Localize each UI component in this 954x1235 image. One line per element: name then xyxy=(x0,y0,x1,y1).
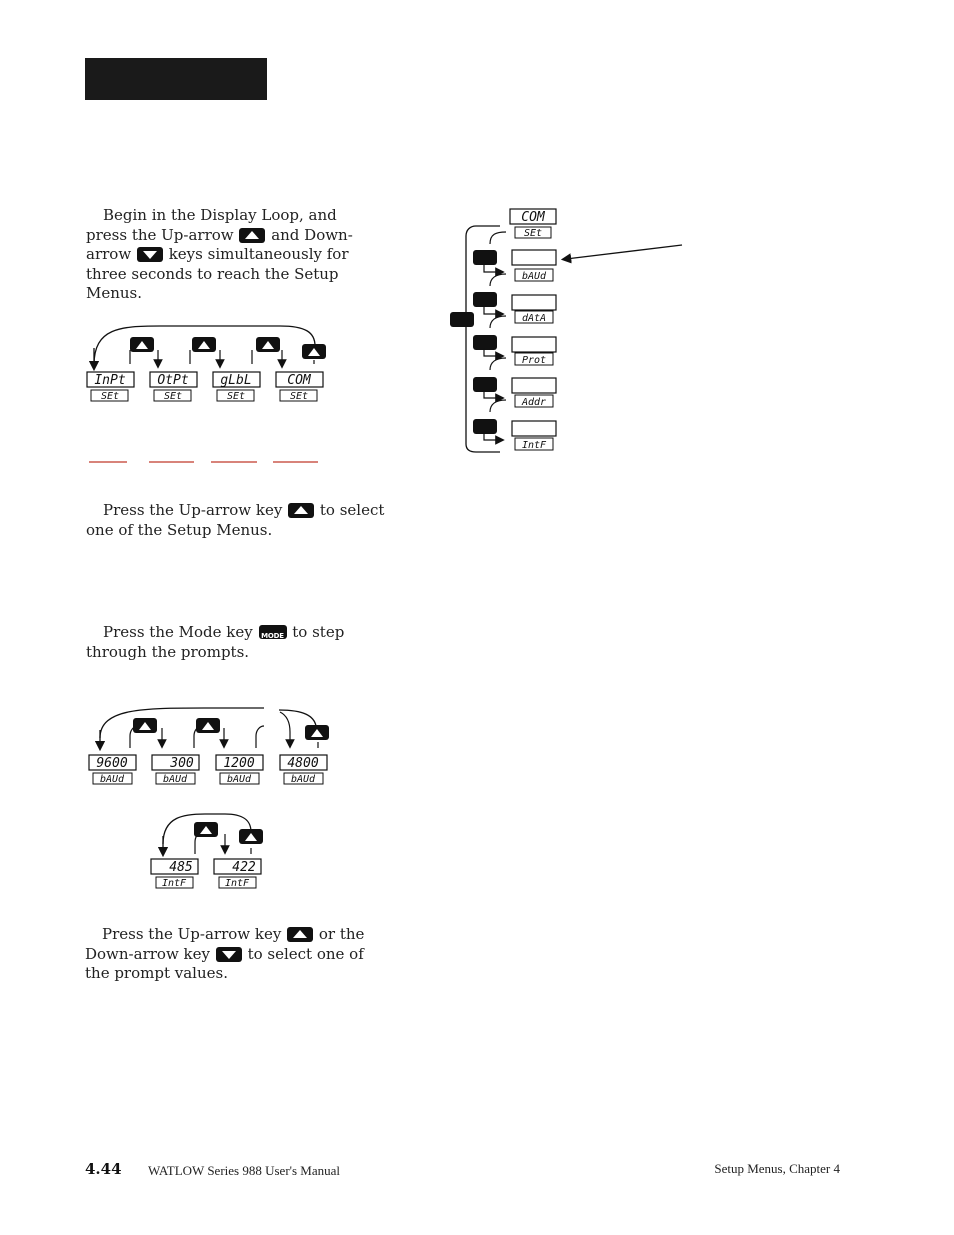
up-arrow-key-icon xyxy=(287,927,313,942)
mode-key-icon xyxy=(473,292,497,307)
up-arrow-key-icon xyxy=(305,725,329,740)
svg-text:gLbL: gLbL xyxy=(220,373,252,388)
baud-display-300 xyxy=(152,755,199,785)
up-arrow-key-icon xyxy=(192,337,216,352)
prompt-prot xyxy=(515,353,553,366)
svg-text:OtPt: OtPt xyxy=(157,373,189,388)
svg-text:485: 485 xyxy=(169,860,193,875)
svg-text:bAUd: bAUd xyxy=(162,774,188,785)
prompt-value-box xyxy=(512,378,556,393)
svg-text:IntF: IntF xyxy=(161,878,187,889)
step1-text-c: keys simultaneously for three seconds to reach the Setup Menus. xyxy=(86,245,349,302)
svg-text:300: 300 xyxy=(170,756,194,771)
menu-display-inpt xyxy=(87,372,134,402)
up-arrow-key-icon xyxy=(194,822,218,837)
svg-text:SEt: SEt xyxy=(523,228,543,239)
step4-text-a: Press the Up-arrow key xyxy=(102,925,282,943)
pointer-arrow xyxy=(566,245,682,259)
up-arrow-key-icon xyxy=(130,337,154,352)
svg-text:IntF: IntF xyxy=(224,878,250,889)
baud-values-diagram xyxy=(84,702,344,792)
svg-text:bAUd: bAUd xyxy=(99,774,125,785)
down-arrow-key-icon xyxy=(137,247,163,262)
menu-display-glbl xyxy=(213,372,260,402)
svg-text:COM: COM xyxy=(287,373,311,388)
prompt-value-box xyxy=(512,295,556,310)
setup-menus-diagram xyxy=(80,320,340,470)
up-arrow-key-icon xyxy=(302,344,326,359)
instruction-step-3 xyxy=(86,623,366,662)
step2-text-a: Press the Up-arrow key xyxy=(103,501,283,519)
step2-text-b: to select one of the Setup Menus. xyxy=(86,501,385,539)
menu-display-otpt xyxy=(150,372,197,402)
instruction-step-1 xyxy=(86,206,376,304)
up-arrow-key-icon xyxy=(133,718,157,733)
up-arrow-key-icon xyxy=(239,228,265,243)
svg-text:SEt: SEt xyxy=(163,391,183,402)
header-bar xyxy=(85,58,267,100)
mode-key-icon xyxy=(473,377,497,392)
svg-text:IntF: IntF xyxy=(521,440,547,451)
svg-text:SEt: SEt xyxy=(289,391,309,402)
prompt-value-box xyxy=(512,250,556,265)
svg-text:Addr: Addr xyxy=(521,397,547,408)
interface-display-485 xyxy=(151,859,198,889)
footer-chapter: Setup Menus, Chapter 4 xyxy=(714,1161,840,1176)
instruction-step-2 xyxy=(86,501,386,540)
prompt-value-box xyxy=(512,421,556,436)
prompt-intf xyxy=(515,438,553,451)
menu-display-com xyxy=(276,372,323,402)
step3-text-b: to step through the prompts. xyxy=(86,623,345,661)
instruction-step-4 xyxy=(85,925,375,984)
up-arrow-key-icon xyxy=(196,718,220,733)
svg-text:422: 422 xyxy=(232,860,256,875)
down-arrow-key-icon xyxy=(216,947,242,962)
interface-values-diagram xyxy=(145,808,275,893)
prompt-data xyxy=(515,311,553,324)
svg-text:bAUd: bAUd xyxy=(521,271,547,282)
svg-text:InPt: InPt xyxy=(94,373,126,388)
mode-key-icon xyxy=(450,312,474,327)
prompt-value-box xyxy=(512,337,556,352)
svg-text:Prot: Prot xyxy=(521,355,547,366)
com-menu-display xyxy=(510,209,556,239)
baud-display-9600 xyxy=(89,755,136,785)
footer-manual-title: WATLOW Series 988 User's Manual xyxy=(148,1163,341,1178)
svg-text:bAUd: bAUd xyxy=(290,774,316,785)
mode-key-icon xyxy=(473,250,497,265)
svg-text:SEt: SEt xyxy=(100,391,120,402)
communications-prompts-diagram xyxy=(440,200,700,460)
up-arrow-key-icon xyxy=(288,503,314,518)
svg-text:SEt: SEt xyxy=(226,391,246,402)
baud-display-4800 xyxy=(280,755,327,785)
svg-text:4800: 4800 xyxy=(287,756,319,771)
step1-text-a: Begin in the Display Loop, and press the Up-arrow xyxy=(86,206,337,244)
step1-text-b: and Down-arrow xyxy=(86,225,353,263)
svg-text:COM: COM xyxy=(521,210,545,225)
baud-display-1200 xyxy=(216,755,263,785)
page-number: 4.44 xyxy=(85,1160,122,1178)
step4-text-b: or the Down-arrow key xyxy=(85,925,365,963)
step3-text-a: Press the Mode key xyxy=(103,623,253,641)
mode-key-icon: MODE xyxy=(259,625,287,639)
interface-display-422 xyxy=(214,859,261,889)
prompt-addr xyxy=(515,395,553,408)
up-arrow-key-icon xyxy=(239,829,263,844)
up-arrow-key-icon xyxy=(256,337,280,352)
svg-text:dAtA: dAtA xyxy=(521,313,547,324)
svg-text:1200: 1200 xyxy=(223,756,255,771)
prompt-baud xyxy=(515,269,553,282)
mode-key-icon xyxy=(473,335,497,350)
step4-text-c: to select one of the prompt values. xyxy=(85,944,364,982)
svg-text:bAUd: bAUd xyxy=(226,774,252,785)
svg-text:9600: 9600 xyxy=(96,756,128,771)
mode-key-icon xyxy=(473,419,497,434)
